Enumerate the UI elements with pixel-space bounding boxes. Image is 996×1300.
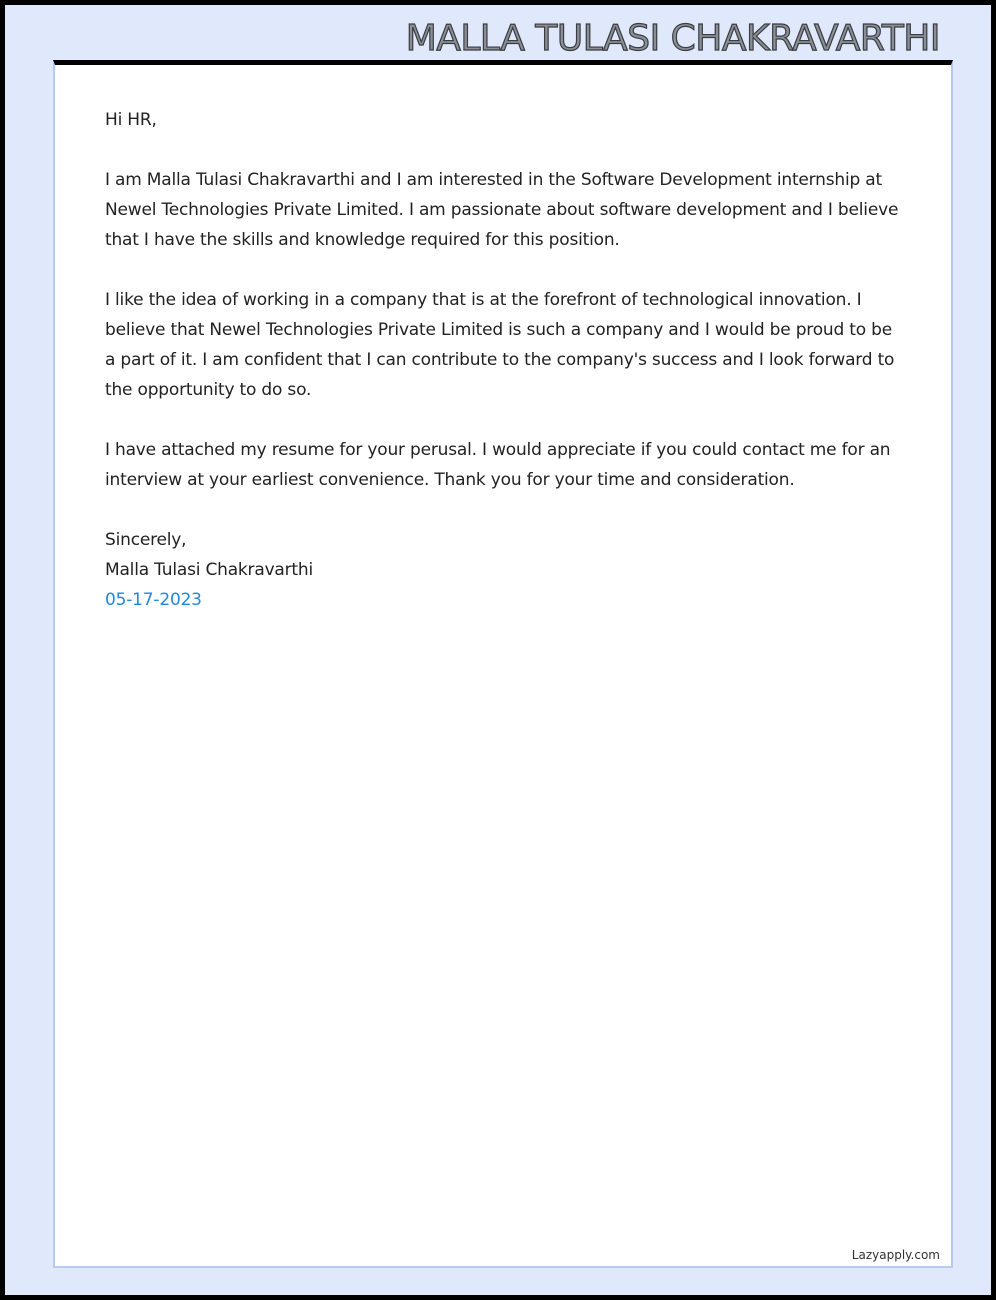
paragraph-intro: I am Malla Tulasi Chakravarthi and I am interested in the Software Development internship at Newel Technologies Private Limited. I am passionate about software development and I believe that I have the skills and knowledge required for this position. xyxy=(105,170,899,250)
document-frame xyxy=(5,5,991,1295)
letter-date: 05-17-2023 xyxy=(105,590,202,610)
applicant-name-header: MALLA TULASI CHAKRAVARTHI xyxy=(405,18,940,59)
footer-brand: Lazyapply.com xyxy=(851,1248,940,1262)
closing: Sincerely, xyxy=(105,530,187,550)
signature: Malla Tulasi Chakravarthi xyxy=(105,560,313,580)
letter-page xyxy=(53,60,953,1268)
cover-letter-body xyxy=(105,105,905,615)
paragraph-closing-request: I have attached my resume for your perusal. I would appreciate if you could contact me for an interview at your earliest convenience. Thank you for your time and consideration. xyxy=(105,440,891,490)
greeting: Hi HR, xyxy=(105,110,157,130)
paragraph-motivation: I like the idea of working in a company that is at the forefront of technological innovation. I believe that Newel Technologies Private Limited is such a company and I would be proud to be a part of it. I am confident that I can contribute to the company's success and I look forward to the opportunity to do so. xyxy=(105,290,895,400)
